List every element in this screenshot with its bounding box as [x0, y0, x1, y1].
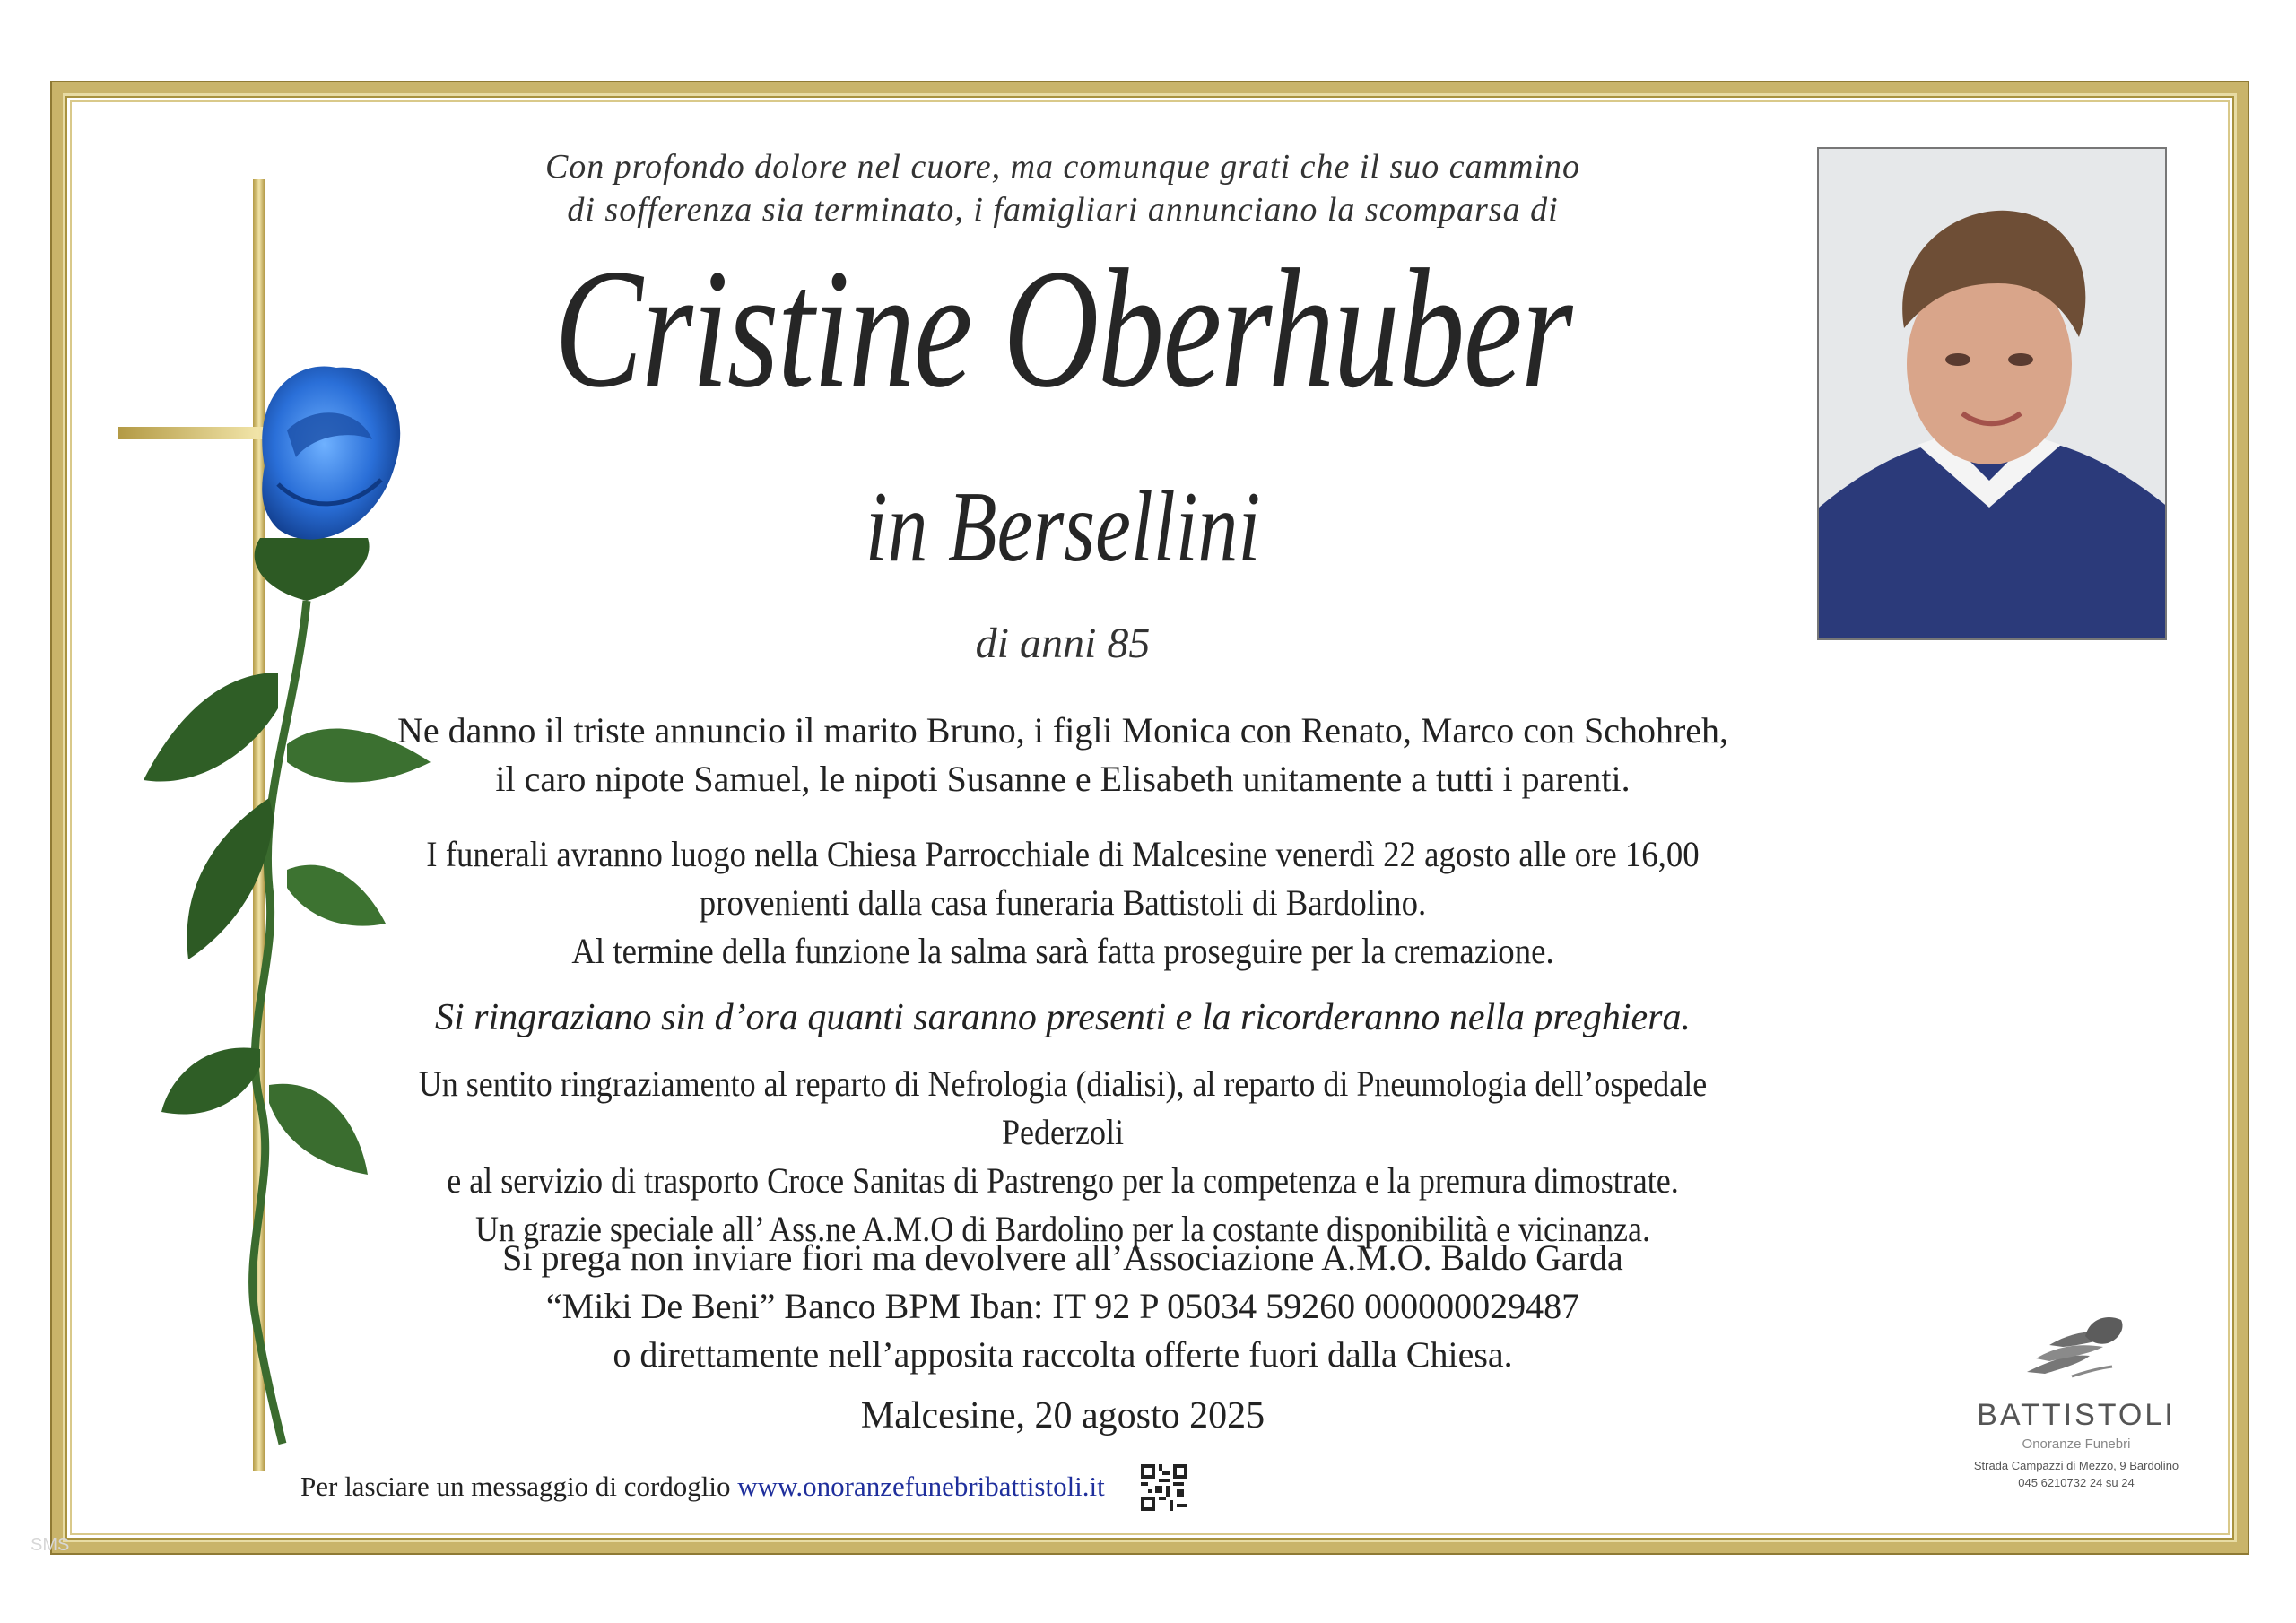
battistoli-logo — [1946, 1309, 2206, 1489]
married-name: in Bersellini — [865, 472, 1261, 583]
deceased-photo — [1817, 147, 2167, 640]
intro-text — [323, 145, 1803, 231]
logo-phone: 045 6210732 24 su 24 — [2018, 1476, 2135, 1489]
logo-address: Strada Campazzi di Mezzo, 9 Bardolino — [1973, 1459, 2179, 1472]
footer-text: Per lasciare un messaggio di cordoglio — [300, 1471, 731, 1502]
announcement-line-2: il caro nipote Samuel, le nipoti Susanne e Elisabeth unitamente a tutti i parenti. — [495, 759, 1631, 799]
donation-line-1: Si prega non inviare fiori ma devolvere all’Associazione A.M.O. Baldo Garda — [502, 1237, 1623, 1278]
announcement-paragraph — [323, 707, 1803, 803]
place-date: Malcesine, 20 agosto 2025 — [860, 1395, 1265, 1436]
logo-brand: BATTISTOLI — [1977, 1398, 2176, 1432]
thanks-paragraph — [397, 1060, 1729, 1254]
announcement-line-1: Ne danno il triste annuncio il marito Bruno, i figli Monica con Renato, Marco con Schohreh, — [396, 710, 1729, 751]
sms-watermark: SMS — [30, 1535, 70, 1555]
donation-line-2: “Miki De Beni” Banco BPM Iban: IT 92 P 05034 59260 000000029487 — [545, 1286, 1580, 1326]
deceased-age: di anni 85 — [975, 620, 1151, 667]
funeral-line-2: provenienti dalla casa funeraria Battistoli di Bardolino. — [699, 882, 1427, 923]
funeral-line-3: Al termine della funzione la salma sarà fatta proseguire per la cremazione. — [571, 931, 1554, 971]
battistoli-logo-icon — [2018, 1309, 2135, 1390]
deceased-name: Cristine Oberhuber — [553, 235, 1572, 423]
portrait-icon — [1819, 149, 2167, 640]
thanks-line-3: Un grazie speciale all’ Ass.ne A.M.O di Bardolino per la costante disponibilità e vicinanza. — [475, 1209, 1650, 1249]
website-link[interactable]: www.onoranzefunebribattistoli.it — [737, 1471, 1105, 1502]
donation-paragraph — [323, 1234, 1803, 1379]
funeral-paragraph — [382, 830, 1744, 976]
intro-line-2: di sofferenza sia terminato, i famigliari annunciano la scomparsa di — [567, 191, 1559, 229]
condolence-footer — [300, 1471, 1105, 1503]
intro-line-1: Con profondo dolore nel cuore, ma comunque grati che il suo cammino — [544, 148, 1581, 186]
thanks-prayer: Si ringraziano sin d’ora quanti saranno presenti e la ricorderanno nella preghiera. — [435, 997, 1691, 1038]
thanks-line-2: e al servizio di trasporto Croce Sanitas di Pastrengo per la competenza e la premura dimostrate. — [447, 1160, 1679, 1201]
qr-code-icon[interactable] — [1141, 1464, 1187, 1511]
funeral-line-1: I funerali avranno luogo nella Chiesa Parrocchiale di Malcesine venerdì 22 agosto alle ore 16,00 — [426, 834, 1700, 874]
logo-subtitle: Onoranze Funebri — [2022, 1436, 2131, 1452]
donation-line-3: o direttamente nell’apposita raccolta offerte fuori dalla Chiesa. — [613, 1334, 1513, 1375]
thanks-line-1: Un sentito ringraziamento al reparto di Nefrologia (dialisi), al reparto di Pneumologia dell’ospedale Pederzoli — [418, 1063, 1708, 1152]
